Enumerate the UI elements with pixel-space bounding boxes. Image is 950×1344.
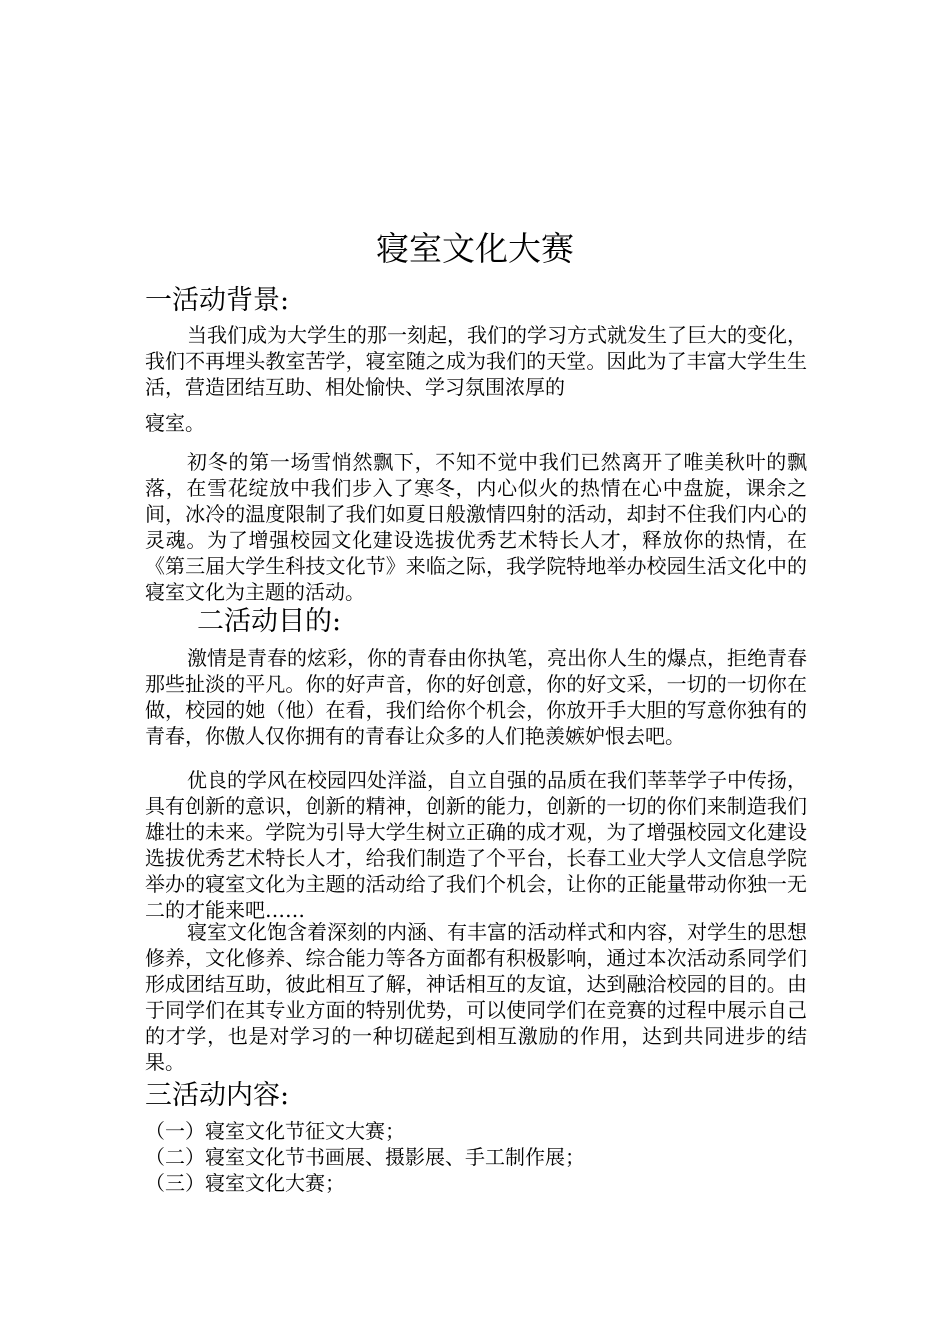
background-paragraph-1-tail: 寝室。	[145, 411, 205, 435]
document-title: 寝室文化大赛	[376, 229, 574, 268]
section-heading-purpose: 二活动目的:	[197, 606, 342, 637]
background-paragraph-1: 当我们成为大学生的那一刻起，我们的学习方式就发生了巨大的变化，我们不再埋头教室苦学，寝室随之成为我们的天堂。因此为了丰富大学生生活，营造团结互助、相处愉快、学习氛围浓厚的	[145, 323, 807, 399]
content-list-item: （一）寝室文化节征文大赛；	[145, 1119, 405, 1143]
purpose-paragraph-3: 寝室文化饱含着深刻的内涵、有丰富的活动样式和内容，对学生的思想修养，文化修养、综合能力等各方面都有积极影响，通过本次活动系同学们形成团结互助，彼此相互了解，神话相互的友谊，达到融洽校园的目的。由于同学们在其专业方面的特别优势，可以使同学们在竞赛的过程中展示自己的才学，也是对学习的一种切磋起到相互激励的作用，达到共同进步的结果。	[145, 920, 807, 1074]
purpose-paragraph-1: 激情是青春的炫彩，你的青春由你执笔，亮出你人生的爆点，拒绝青春那些扯淡的平凡。你的好声音，你的好创意，你的好文采，一切的一切你在做，校园的她（他）在看，我们给你个机会，你放开手大胆的写意你独有的青春，你傲人仅你拥有的青春让众多的人们艳羡嫉妒恨去吧。	[145, 646, 807, 748]
background-paragraph-2: 初冬的第一场雪悄然飘下，不知不觉中我们已然离开了唯美秋叶的飘落，在雪花绽放中我们步入了寒冬，内心似火的热情在心中盘旋，课余之间，冰冷的温度限制了我们如夏日般激情四射的活动，却封不住我们内心的灵魂。为了增强校园文化建设选拔优秀艺术特长人才，释放你的热情，在《第三届大学生科技文化节》来临之际，我学院特地举办校园生活文化中的寝室文化为主题的活动。	[145, 450, 807, 604]
section-heading-background: 一活动背景:	[145, 285, 290, 316]
section-heading-content: 三活动内容:	[145, 1080, 290, 1111]
purpose-paragraph-2: 优良的学风在校园四处洋溢，自立自强的品质在我们莘莘学子中传扬，具有创新的意识，创新的精神，创新的能力，创新的一切的你们来制造我们雄壮的未来。学院为引导大学生树立正确的成才观，为了增强校园文化建设选拔优秀艺术特长人才，给我们制造了个平台，长春工业大学人文信息学院举办的寝室文化为主题的活动给了我们个机会，让你的正能量带动你独一无二的才能来吧……	[145, 768, 807, 922]
content-list-item: （三）寝室文化大赛；	[145, 1171, 345, 1195]
content-list-item: （二）寝室文化节书画展、摄影展、手工制作展；	[145, 1145, 585, 1169]
